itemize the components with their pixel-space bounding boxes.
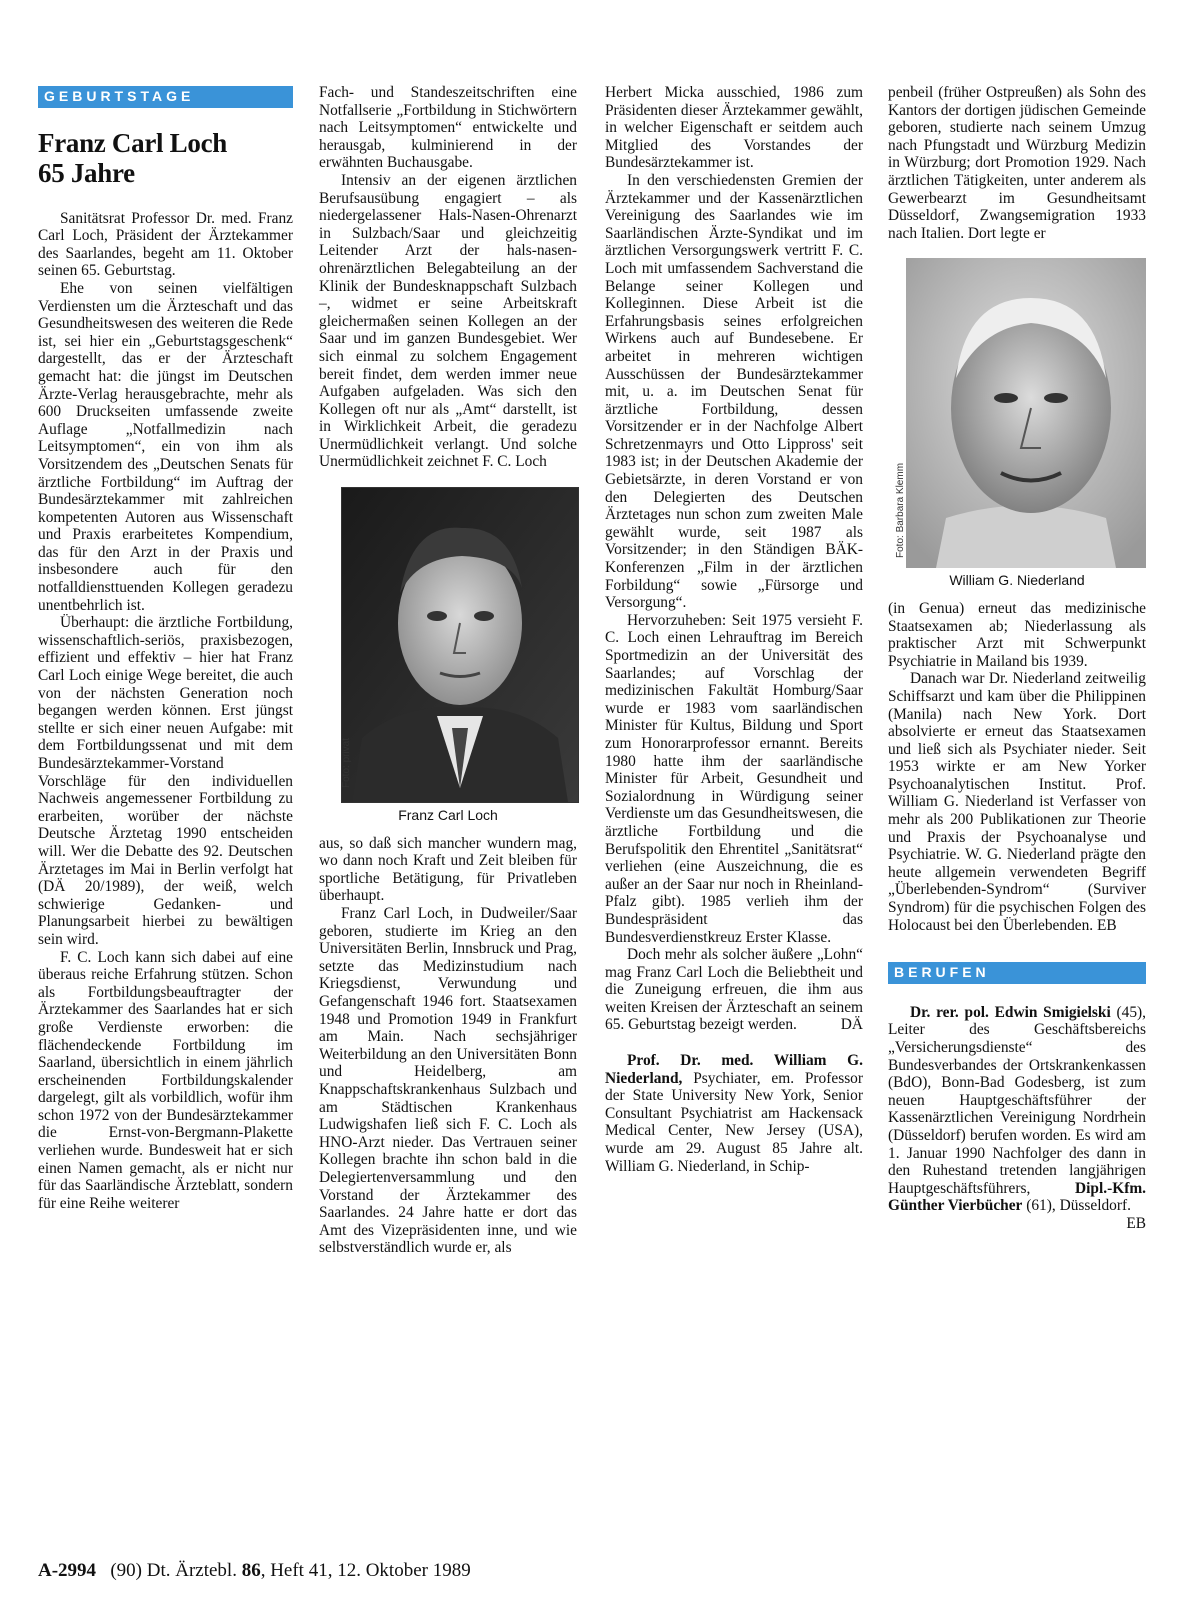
paragraph bbox=[605, 946, 863, 1034]
paragraph-text: (45), Leiter des Geschäftsbereichs „Versicherungsdienste“ des Bundesverbandes der Ortskrankenkassen (BdO), Bonn-Bad Godesberg, ist zum neuen Hauptgeschäftsführer der Kassenärztlichen Vereinigung Nordrhein (Düsseldorf) berufen worden. Es wird am 1. Januar 1990 Nachfolger des dann in den Ruhestand tretenden langjährigen Hauptgeschäftsführers, bbox=[888, 1003, 1146, 1197]
photo-figure-niederland bbox=[888, 258, 1146, 590]
paragraph: Intensiv an der eigenen ärztlichen Berufsausübung engagiert – als niedergelassener Hals-Nasen-Ohrenarzt in Sulzbach/Saar und gleichzeitig Leitender Arzt der hals-nasen-ohrenärztlichen Belegabteilung an der Klinik der Bundesknappschaft Sulzbach –, widmet er seine Arbeitskraft gleichermaßen seinen Kollegen an der Saar und im ganzen Bundesgebiet. Wer sich einmal zu solchem Engagement bereit findet, dem werden immer neue Aufgaben aufgeladen. Was sich den Kollegen oft nur als „Amt“ darstellt, ist in Wirklichkeit Arbeit, die geradezu Unermüdlichkeit verlangt. Und solche Unermüdlichkeit zeichnet F. C. Loch bbox=[319, 171, 577, 471]
paragraph: (in Genua) erneut das medizinische Staatsexamen ab; Niederlassung als praktischer Arzt mit Schwerpunkt Psychiatrie in Mailand bis 1939. bbox=[888, 599, 1146, 670]
photo-credit: Foto: Barbara Klemm bbox=[895, 463, 906, 559]
person-name: Prof. Dr. med. William G. Niederland, bbox=[605, 1052, 863, 1087]
portrait-photo-william-niederland bbox=[895, 258, 1146, 568]
paragraph: Sanitätsrat Professor Dr. med. Franz Carl Loch, Präsident der Ärztekammer des Saarlandes, begeht am 11. Oktober seinen 65. Geburtstag. bbox=[38, 209, 293, 280]
author-sign: EB bbox=[1126, 1214, 1146, 1232]
paragraph-text: Doch mehr als solcher äußere „Lohn“ mag Franz Carl Loch die Beliebtheit und die Zuneigung erfreuen, die ihm aus weiten Kreisen der Ärzteschaft an seinem 65. Geburtstag bezeigt werden. bbox=[605, 946, 863, 1034]
paragraph: Fach- und Standeszeitschriften eine Notfallserie „Fortbildung in Stichwörtern nach Leitsymptomen“ entwickelte und herausgab, kulminierend in der erwähnten Buchausgabe. bbox=[319, 84, 577, 172]
page-number: A-2994 bbox=[38, 1560, 97, 1581]
column-3 bbox=[605, 84, 863, 1175]
page-footer bbox=[38, 1560, 471, 1582]
paragraph: penbeil (früher Ostpreußen) als Sohn des Kantors der dortigen jüdischen Gemeinde geboren, studierte nach seinem Umzug nach Pfungstadt und Würzburg Medizin in Würzburg; dort Promotion 1929. Nach ärztlichen Tätigkeiten, unter anderem als Gewerbearzt im Gesundheitsamt Düsseldorf, Zwangsemigration 1933 nach Italien. Dort legte er bbox=[888, 84, 1146, 242]
footer-journal: (90) Dt. Ärztebl. bbox=[110, 1560, 242, 1581]
photo-caption: William G. Niederland bbox=[949, 572, 1085, 589]
paragraph: Überhaupt: die ärztliche Fortbildung, wissenschaftlich-seriös, praxisbezogen, effizient und effektiv – hier hat Franz Carl Loch einige Wege bereitet, die auch von der nächsten Generation noch begangen werden können. Erst jüngst stellte er sich einer neuen Aufgabe: mit dem Fortbildungssenat und mit dem Bundesärztekammer-Vorstand Vorschläge für den individuellen Nachweis angemessener Fortbildung zu erarbeiten, worüber der nächste Deutsche Ärztetag 1990 entscheiden will. Wer die Debatte des 92. Deutschen Ärztetages im Mai in Berlin verfolgt hat (DÄ 20/1989), der weiß, welch schwierige Gedanken- und Planungsarbeit hierbei zu bewältigen sein wird. bbox=[38, 614, 293, 948]
photo-caption: Franz Carl Loch bbox=[398, 807, 498, 824]
paragraph-text: (61), Düsseldorf. bbox=[1022, 1197, 1131, 1215]
portrait-image bbox=[906, 258, 1146, 568]
person-name: Dipl.-Kfm. Günther Vierbücher bbox=[888, 1179, 1146, 1215]
author-sign: DÄ bbox=[840, 1016, 863, 1034]
paragraph: Danach war Dr. Niederland zeitweilig Schiffsarzt und kam über die Philippinen (Manila) nach New York. Dort absolvierte er erneut das Staatsexamen und ließ sich als Psychiater nieder. Seit 1953 wirkte er am New Yorker Psychoanalytischen Institut. Prof. William G. Niederland ist Verfasser von mehr als 200 Publikationen zur Theorie und Praxis der Psychoanalyse und Psychiatrie. W. G. Niederland prägte den heute allgemein verwendeten Begriff „Überlebenden-Syndrom“ (Surviver Syndrom) für die psychischen Folgen des Holocaust bei den Überlebenden. EB bbox=[888, 670, 1146, 934]
person-name: Dr. rer. pol. Edwin Smigielski bbox=[910, 1003, 1111, 1021]
column-1 bbox=[38, 86, 293, 1212]
section-label-berufen: BERUFEN bbox=[888, 962, 1146, 984]
paragraph: Herbert Micka ausschied, 1986 zum Präsidenten dieser Ärztekammer gewählt, in welcher Eigenschaft er seitdem auch Mitglied des Vorstandes der Bundesärztekammer ist. bbox=[605, 84, 863, 172]
footer-volume: 86 bbox=[241, 1560, 261, 1581]
paragraph-text: Psychiater, em. Professor der State University New York, Senior Consultant Psychiatrist am Hackensack Medical Center, New Jersey (USA), wurde am 29. August 85 Jahre alt. William G. Niederland, in Schip- bbox=[605, 1069, 863, 1175]
paragraph: Franz Carl Loch, in Dudweiler/Saar geboren, studierte im Krieg an den Universitäten Berlin, Innsbruck und Prag, setzte das Medizinstudium nach Kriegsdienst, Verwundung und Gefangenschaft 1946 fort. Staatsexamen 1948 und Promotion 1949 in Frankfurt am Main. Nach sechsjähriger Weiterbildung an den Universitäten Bonn und Heidelberg, am Knappschaftskrankenhaus Sulzbach und am Städtischen Krankenhaus Ludwigshafen ließ sich F. C. Loch als HNO-Arzt nieder. Das Vertrauen seiner Kollegen brachte ihn schon bald in die Delegiertenversammlung und den Vorstand der Ärztekammer des Saarlandes. 24 Jahre hatte er dort das Amt des Vizepräsidenten inne, und wie selbstverständlich wurde er, als bbox=[319, 905, 577, 1257]
section-label-geburtstage: GEBURTSTAGE bbox=[38, 86, 293, 108]
portrait-photo-franz-carl-loch bbox=[341, 487, 579, 803]
photo-figure-loch bbox=[319, 487, 577, 825]
column-2 bbox=[319, 84, 577, 1257]
paragraph: Hervorzuheben: Seit 1975 versieht F. C. Loch einen Lehrauftrag im Bereich Sportmedizin an der Universität des Saarlandes; auf Vorschlag der medizinischen Fakultät Homburg/Saar wurde er 1983 vom saarländischen Minister für Kultus, Bildung und Sport zum Honorarprofessor ernannt. Bereits 1980 hatte ihm der saarländische Minister für Arbeit, Gesundheit und Sozialordnung in Würdigung seiner Verdienste um das Gesundheitswesen, die ärztliche Fortbildung und die Berufspolitik den Ehrentitel „Sanitätsrat“ verliehen (eine Auszeichnung, die es außer an der Saar nur noch in Rheinland-Pfalz gibt). 1985 verlieh ihm der Bundespräsident das Bundesverdienstkreuz Erster Klasse. bbox=[605, 611, 863, 946]
photo-credit: Foto: privat bbox=[341, 738, 352, 789]
paragraph: Ehe von seinen vielfältigen Verdiensten um die Ärzteschaft und das Gesundheitswesen des weiteren die Rede ist, sei hier ein „Geburtstagsgeschenk“ dargestellt, das er der Ärzteschaft gemacht hat: die jüngst im Deutschen Ärzte-Verlag herausgebrachte, mehr als 600 Druckseiten umfassende zweite Auflage „Notfallmedizin nach Leitsymptomen“, ein von ihm als Vorsitzendem des „Deutschen Senats für ärztliche Fortbildung“ im Auftrag der Bundesärztekammer mit zahlreichen kompetenten Autoren aus Wissenschaft und Praxis erarbeitetes Kompendium, das für den Arzt in der Praxis und insbesondere auch für den notfalldiensttuenden Kollegen geradezu unentbehrlich ist. bbox=[38, 279, 293, 614]
portrait-image bbox=[342, 488, 578, 802]
paragraph: In den verschiedensten Gremien der Ärztekammer und der Kassenärztlichen Vereinigung des Saarlandes wie im Saarländischen Ärzte-Syndikat und im ärztlichen Versorgungswerk vertritt F. C. Loch mit umfassendem Sachverstand die Belange seiner Kollegen und Kolleginnen. Diese Arbeit ist die Erfahrungsbasis seines erfolgreichen Wirkens auch auf Bundesebene. Er arbeitet in mehreren wichtigen Ausschüssen der Bundesärztekammer mit, u. a. im Deutschen Senat für ärztliche Fortbildung, dessen Vorsitzender er in der Nachfolge Albert Schretzenmayrs und Otto Lippross' seit 1983 ist; in der Deutschen Akademie der Gebietsärzte, in deren Vorstand er von den Delegierten des Deutschen Ärztetages nun schon zum zweiten Male gewählt wurde, seit 1987 als Vorsitzender; in den Ständigen BÄK-Konferenzen „Film in der ärztlichen Forbildung“ sowie „Fürsorge und Versorgung“. bbox=[605, 171, 863, 612]
paragraph: aus, so daß sich mancher wundern mag, wo dann noch Kraft und Zeit bleiben für sportliche Betätigung, für Privatleben überhaupt. bbox=[319, 834, 577, 905]
headline-line-2: 65 Jahre bbox=[38, 157, 135, 188]
footer-issue: , Heft 41, 12. Oktober 1989 bbox=[260, 1560, 471, 1581]
paragraph bbox=[605, 1052, 863, 1175]
headline-line-1: Franz Carl Loch bbox=[38, 127, 227, 158]
article-headline bbox=[38, 128, 293, 188]
paragraph: F. C. Loch kann sich dabei auf eine überaus reiche Erfahrung stützen. Schon als Fortbildungsbeauftragter der Ärztekammer des Saarlandes hat er sich große Verdienste erworben: die flächendeckende Fortbildung im Saarland, übersichtlich in einem jährlich erscheinenden Fortbildungskalender dargelegt, gilt als vorbildlich, wofür ihm schon 1972 von der Bundesärztekammer die Ernst-von-Bergmann-Plakette verliehen wurde. Bundesweit hat er sich einen Namen gemacht, als er nicht nur für das Saarländische Ärzteblatt, sondern für eine Reihe weiterer bbox=[38, 948, 293, 1212]
column-4 bbox=[888, 84, 1146, 1233]
paragraph bbox=[888, 1003, 1146, 1232]
